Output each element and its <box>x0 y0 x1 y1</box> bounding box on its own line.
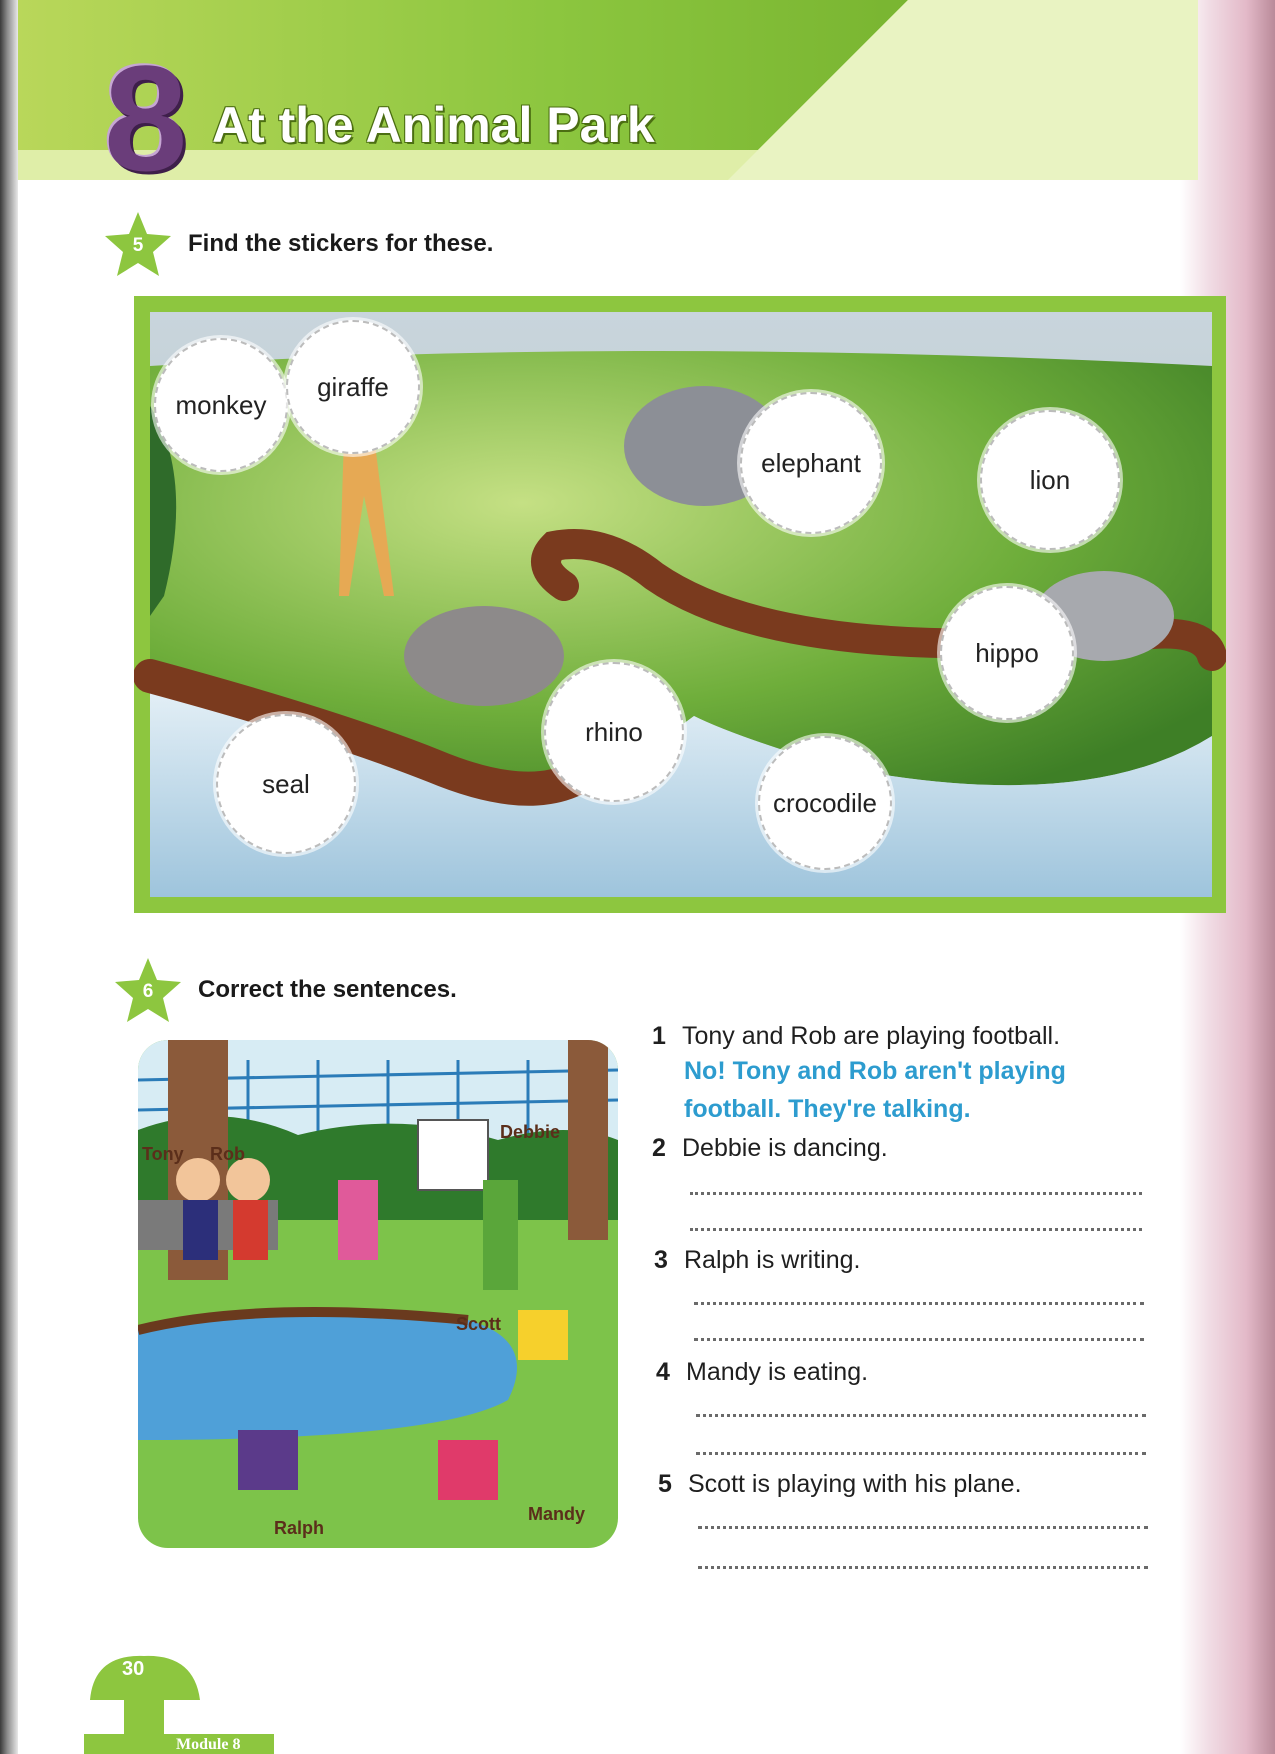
sentence-5-number: 5 <box>658 1470 672 1498</box>
answer-line-4a[interactable] <box>696 1414 1146 1417</box>
exercise-5-star-icon <box>103 210 173 280</box>
label-debbie: Debbie <box>500 1122 561 1142</box>
sentence-1 <box>652 1022 1060 1051</box>
sticker-elephant: elephant <box>740 392 882 534</box>
sentence-3-number: 3 <box>654 1246 668 1274</box>
answer-line-5a[interactable] <box>698 1526 1148 1529</box>
answer-line-3b[interactable] <box>694 1338 1144 1341</box>
answer-line-2a[interactable] <box>690 1192 1142 1195</box>
sentence-5-text: Scott is playing with his plane. <box>688 1470 1022 1498</box>
module-label: Module 8 <box>176 1736 241 1753</box>
sentence-2-number: 2 <box>652 1134 666 1162</box>
sticker-crocodile: crocodile <box>758 736 892 870</box>
sticker-lion: lion <box>980 410 1120 550</box>
sentence-2-text: Debbie is dancing. <box>682 1134 888 1162</box>
label-tony: Tony <box>142 1144 184 1164</box>
park-illustration <box>138 1040 618 1548</box>
answer-line-4b[interactable] <box>696 1452 1146 1455</box>
sentence-2 <box>652 1134 888 1163</box>
sticker-monkey: monkey <box>154 338 288 472</box>
unit-number: 8 <box>104 34 188 202</box>
answer-line-2b[interactable] <box>690 1228 1142 1231</box>
sentence-4-number: 4 <box>656 1358 670 1386</box>
exercise-6-star-icon <box>113 956 183 1026</box>
sentence-3 <box>654 1246 860 1275</box>
exercise-5-instruction: Find the stickers for these. <box>188 230 494 257</box>
sticker-giraffe: giraffe <box>286 320 420 454</box>
animal-park-scene <box>134 296 1226 913</box>
sentence-1-answer <box>684 1052 1066 1128</box>
label-mandy: Mandy <box>528 1504 586 1524</box>
exercise-6-number: 6 <box>142 981 154 1002</box>
sentence-1-text: Tony and Rob are playing football. <box>682 1022 1061 1050</box>
sentence-1-number: 1 <box>652 1022 666 1050</box>
sticker-hippo: hippo <box>940 586 1074 720</box>
label-ralph: Ralph <box>274 1518 325 1538</box>
sentence-1-answer-line-1: No! Tony and Rob aren't playing <box>684 1057 1066 1085</box>
page-edge-left <box>0 0 18 1754</box>
answer-line-3a[interactable] <box>694 1302 1144 1305</box>
exercise-6-instruction: Correct the sentences. <box>198 976 457 1003</box>
park-scene <box>138 1040 618 1548</box>
sentence-1-answer-line-2: football. They're talking. <box>684 1095 971 1123</box>
sticker-seal: seal <box>216 714 356 854</box>
sentence-5 <box>658 1470 1022 1499</box>
exercise-5-number: 5 <box>132 235 144 256</box>
sticker-rhino: rhino <box>544 662 684 802</box>
label-rob: Rob <box>210 1144 245 1164</box>
page-number: 30 <box>122 1658 145 1680</box>
sentence-4 <box>656 1358 868 1387</box>
answer-line-5b[interactable] <box>698 1566 1148 1569</box>
sentence-3-text: Ralph is writing. <box>684 1246 861 1274</box>
unit-title: At the Animal Park <box>212 97 655 153</box>
label-scott: Scott <box>456 1314 501 1334</box>
sentence-4-text: Mandy is eating. <box>686 1358 869 1386</box>
